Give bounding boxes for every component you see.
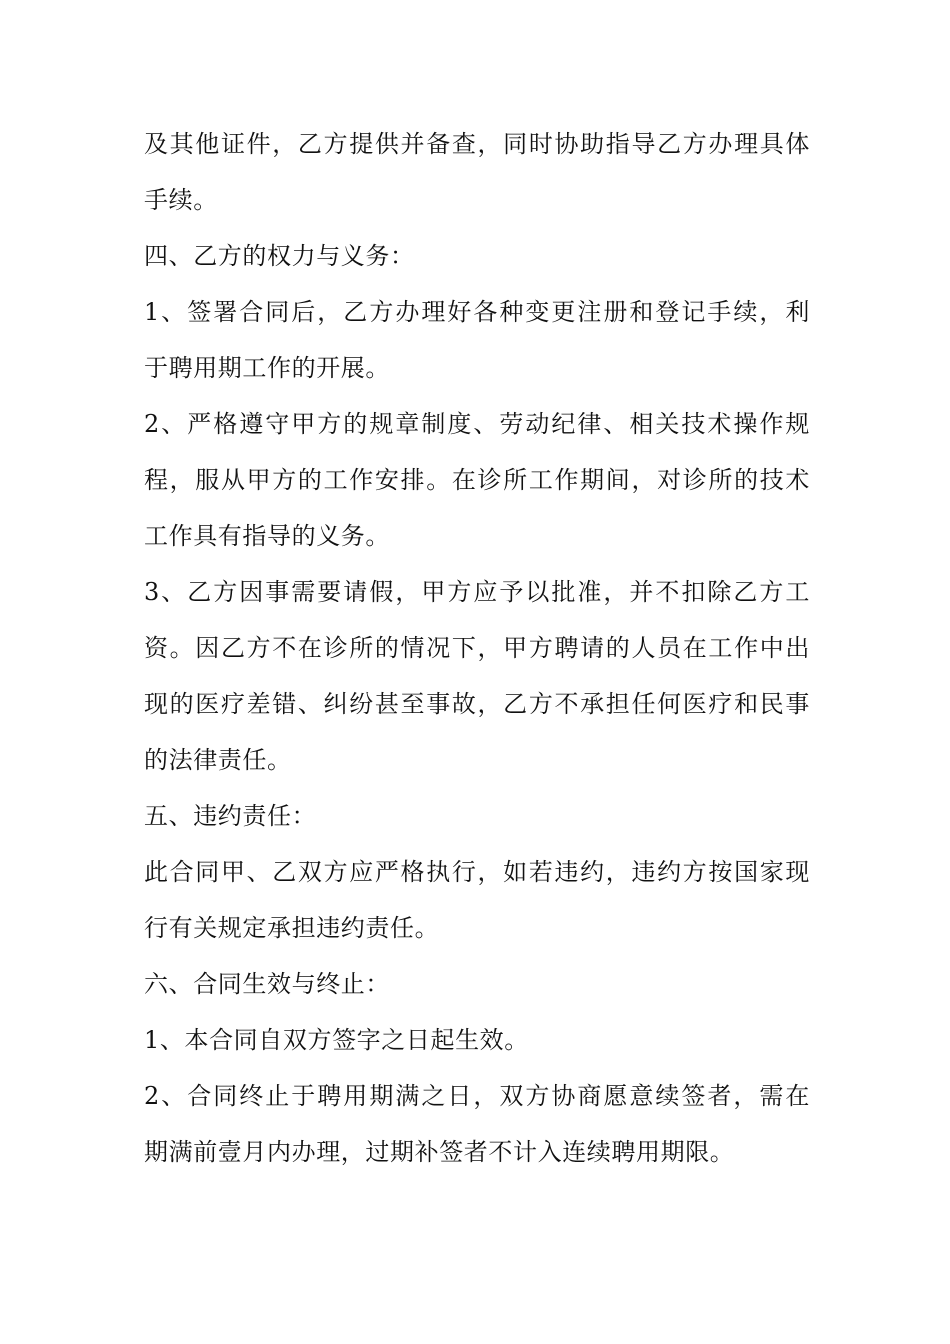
clause-4-1 — [144, 284, 810, 396]
text-line: 现的医疗差错、纠纷甚至事故，乙方不承担任何医疗和民事 — [144, 690, 810, 718]
section-heading-rights-obligations — [144, 228, 810, 284]
text-line: 于聘用期工作的开展。 — [144, 354, 390, 382]
section-heading: 四、乙方的权力与义务： — [144, 242, 415, 270]
clause-breach-liability — [144, 844, 810, 956]
document-body — [144, 116, 810, 1180]
text-line: 工作具有指导的义务。 — [144, 522, 390, 550]
clause-6-1 — [144, 1012, 810, 1068]
clause-4-2 — [144, 396, 810, 564]
section-heading: 六、合同生效与终止： — [144, 970, 390, 998]
text-line: 此合同甲、乙双方应严格执行，如若违约，违约方按国家现 — [144, 858, 810, 886]
text-line: 1、本合同自双方签字之日起生效。 — [144, 1026, 529, 1054]
section-heading-breach — [144, 788, 810, 844]
text-line: 资。因乙方不在诊所的情况下，甲方聘请的人员在工作中出 — [144, 634, 810, 662]
text-line: 1、签署合同后，乙方办理好各种变更注册和登记手续，利 — [144, 298, 810, 326]
text-line: 的法律责任。 — [144, 746, 292, 774]
section-heading-effect-termination — [144, 956, 810, 1012]
text-line: 2、合同终止于聘用期满之日，双方协商愿意续签者，需在 — [144, 1082, 810, 1110]
section-heading: 五、违约责任： — [144, 802, 317, 830]
text-line: 2、严格遵守甲方的规章制度、劳动纪律、相关技术操作规 — [144, 410, 810, 438]
text-line: 手续。 — [144, 186, 218, 214]
clause-4-3 — [144, 564, 810, 788]
clause-6-2 — [144, 1068, 810, 1180]
text-line: 程，服从甲方的工作安排。在诊所工作期间，对诊所的技术 — [144, 466, 810, 494]
text-line: 期满前壹月内办理，过期补签者不计入连续聘用期限。 — [144, 1138, 735, 1166]
text-line: 3、乙方因事需要请假，甲方应予以批准，并不扣除乙方工 — [144, 578, 810, 606]
text-line: 行有关规定承担违约责任。 — [144, 914, 440, 942]
text-line: 及其他证件，乙方提供并备查，同时协助指导乙方办理具体 — [144, 130, 810, 158]
paragraph-certificates — [144, 116, 810, 228]
